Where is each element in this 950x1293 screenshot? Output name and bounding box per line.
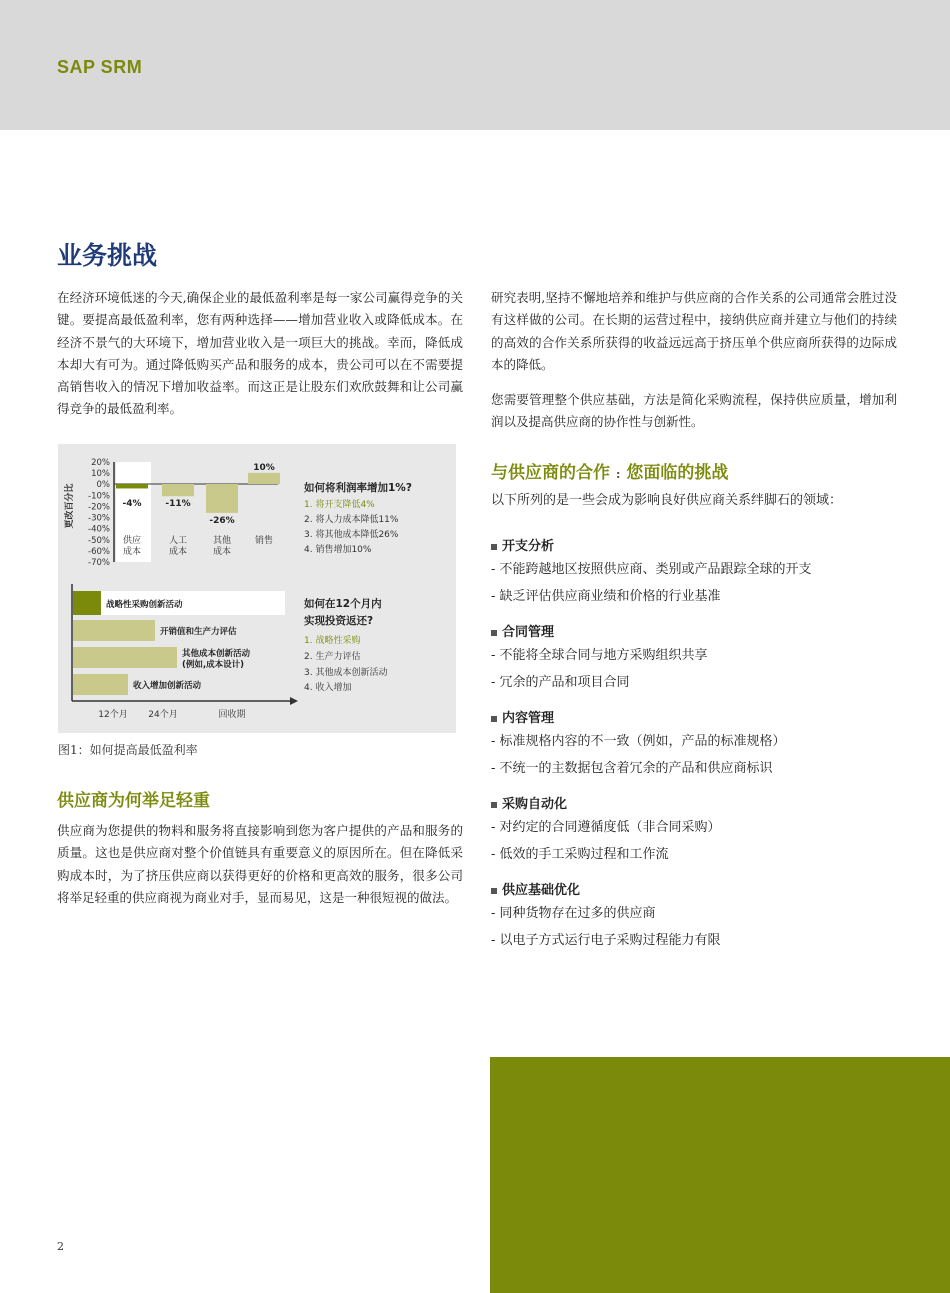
challenge-group xyxy=(491,710,911,782)
bar-1 xyxy=(162,484,194,496)
y-tick-label: -50% xyxy=(88,535,110,546)
bar-category-label: 供应 xyxy=(122,536,142,546)
section-title-challenges xyxy=(491,458,728,483)
revenue-bar xyxy=(73,674,128,695)
challenge-item: - 标准规格内容的不一致（例如，产品的标准规格） xyxy=(491,734,786,749)
bar-category-label-2: 成本 xyxy=(212,547,232,557)
bar-category-label: 人工 xyxy=(168,536,188,546)
challenge-group-title xyxy=(491,796,911,814)
challenge-group xyxy=(491,624,911,696)
suppliers-paragraph: 供应商为您提供的物料和服务将直接影响到您为客户提供的产品和服务的质量。这也是供应商对整个价值链具有重要意义的原因所在。但在降低采购成本时，为了挤压供应商以获得更好的价格和更高效的服务，很多公司将举足轻重的供应商视为商业对手，显而易见，这是一种很短视的做法。 xyxy=(57,823,463,905)
q1-item-4: 4. 销售增加10% xyxy=(304,545,372,555)
challenge-list xyxy=(491,538,911,968)
strategic-bar-highlight xyxy=(73,591,101,615)
square-bullet-icon xyxy=(491,888,497,894)
figure-svg xyxy=(58,444,456,733)
intro-paragraph: 在经济环境低迷的今天,确保企业的最低盈利率是每一家公司赢得竞争的关键。要提高最低盈利率，您有两种选择——增加营业收入或降低成本。在经济不景气的大环境下，增加营业收入是一项巨大的挑战。幸而，降低成本却大有可为。通过降低购买产品和服务的成本，贵公司可以在不需要提高销售收入的情况下增加收益率。而这正是让股东们欢欣鼓舞和让公司赢得竞争的最低盈利率。 xyxy=(57,290,463,417)
square-bullet-icon xyxy=(491,544,497,550)
bar-label-other-l1: 其他成本创新活动 xyxy=(182,649,251,659)
x-label-payback: 回收期 xyxy=(218,710,246,720)
challenge-item: - 冗余的产品和项目合同 xyxy=(491,675,630,690)
challenge-group-title-text: 内容管理 xyxy=(502,711,555,726)
page-title: 业务挑战 xyxy=(57,241,158,270)
q1-item-1: 1. 将开支降低4% xyxy=(304,500,375,510)
arrow-head xyxy=(290,697,298,705)
q2-title-l1: 如何在12个月内 xyxy=(304,598,382,610)
challenge-group xyxy=(491,538,911,610)
challenges-title-a: 与供应商的合作 xyxy=(491,463,610,483)
y-tick-label: -20% xyxy=(88,502,110,513)
bar-value-label: -26% xyxy=(209,515,235,526)
y-axis-label: 更改百分比 xyxy=(65,483,75,529)
figure-caption: 图1：如何提高最低盈利率 xyxy=(58,743,198,757)
square-bullet-icon xyxy=(491,630,497,636)
challenge-group-title xyxy=(491,624,911,642)
challenge-item: - 对约定的合同遵循度低（非合同采购） xyxy=(491,820,721,835)
y-tick-label: -70% xyxy=(88,558,110,568)
bar-category-label: 销售 xyxy=(254,536,274,546)
challenge-group-title xyxy=(491,710,911,728)
page-number: 2 xyxy=(57,1240,64,1253)
y-tick-label: -40% xyxy=(88,524,110,535)
challenges-title-sep: : xyxy=(616,468,621,481)
challenges-intro: 以下所列的是一些会成为影响良好供应商关系绊脚石的领域： xyxy=(491,493,843,508)
q1-title: 如何将利润率增加1%? xyxy=(304,482,412,494)
challenge-group-title-text: 合同管理 xyxy=(502,625,555,640)
challenge-item: - 不统一的主数据包含着冗余的产品和供应商标识 xyxy=(491,761,773,776)
q1-item-2: 2. 将人力成本降低11% xyxy=(304,515,399,525)
bar-label-other-l2: (例如,成本设计) xyxy=(182,660,244,670)
x-label-24m: 24个月 xyxy=(148,710,178,720)
challenge-item: - 不能跨越地区按照供应商、类别或产品跟踪全球的开支 xyxy=(491,562,812,577)
challenge-item: - 以电子方式运行电子采购过程能力有限 xyxy=(491,933,721,948)
challenge-group-title xyxy=(491,882,911,900)
q1-item-3: 3. 将其他成本降低26% xyxy=(304,530,399,540)
y-tick-label: 10% xyxy=(91,469,110,480)
y-tick-label: 20% xyxy=(91,458,110,468)
y-tick-label: -10% xyxy=(88,491,110,502)
square-bullet-icon xyxy=(491,716,497,722)
bar-label-productivity: 开销值和生产力评估 xyxy=(160,627,237,637)
challenge-group-title-text: 供应基础优化 xyxy=(502,883,581,898)
q2-item-4: 4. 收入增加 xyxy=(304,683,352,693)
q2-title-l2: 实现投资返还? xyxy=(304,615,374,627)
section-title-suppliers: 供应商为何举足轻重 xyxy=(57,791,210,811)
header-band xyxy=(0,0,950,130)
bar-category-label: 其他 xyxy=(212,536,232,546)
challenge-group xyxy=(491,882,911,954)
challenge-item: - 不能将全球合同与地方采购组织共享 xyxy=(491,648,708,663)
square-bullet-icon xyxy=(491,802,497,808)
challenge-item: - 同种货物存在过多的供应商 xyxy=(491,906,656,921)
bar-category-label-2: 成本 xyxy=(168,547,188,557)
bar-0 xyxy=(116,484,148,488)
bar-3 xyxy=(248,473,280,484)
challenge-item: - 缺乏评估供应商业绩和价格的行业基准 xyxy=(491,589,721,604)
bar-value-label: 10% xyxy=(253,462,275,473)
other-cost-bar xyxy=(73,647,177,668)
brand-logo-text: SAP SRM xyxy=(57,57,143,77)
challenge-group-title-text: 开支分析 xyxy=(502,539,555,554)
y-tick-label: 0% xyxy=(96,480,110,491)
challenge-group-title-text: 采购自动化 xyxy=(502,797,568,812)
bar-value-label: -11% xyxy=(165,499,191,509)
bar-value-label: -4% xyxy=(122,499,142,509)
bar-label-revenue: 收入增加创新活动 xyxy=(133,681,202,691)
q2-item-1: 1. 战略性采购 xyxy=(304,636,361,646)
research-paragraph: 研究表明,坚持不懈地培养和维护与供应商的合作关系的公司通常会胜过没有这样做的公司。在长期的运营过程中，接纳供应商并建立与他们的持续的高效的合作关系所获得的收益远远高于挤压单个供应商所获得的边际成本的降低。 xyxy=(491,290,897,372)
q2-item-2: 2. 生产力评估 xyxy=(304,652,361,662)
challenge-group xyxy=(491,796,911,868)
challenges-title-b: 您面临的挑战 xyxy=(626,463,729,483)
bar-2 xyxy=(206,484,238,513)
manage-paragraph: 您需要管理整个供应基础，方法是简化采购流程，保持供应质量，增加利润以及提高供应商的协作性与创新性。 xyxy=(491,392,897,430)
bar-label-strategic: 战略性采购创新活动 xyxy=(106,600,183,610)
y-tick-label: -60% xyxy=(88,546,110,557)
bar-category-label-2: 成本 xyxy=(122,547,142,557)
y-tick-label: -30% xyxy=(88,513,110,524)
q2-item-3: 3. 其他成本创新活动 xyxy=(304,668,388,678)
y-ticks xyxy=(88,458,110,568)
decorative-green-block xyxy=(490,1057,950,1293)
productivity-bar xyxy=(73,620,155,641)
challenge-item: - 低效的手工采购过程和工作流 xyxy=(491,847,669,862)
figure-chart-panel xyxy=(58,444,456,733)
challenge-group-title xyxy=(491,538,911,556)
x-label-12m: 12个月 xyxy=(98,710,128,720)
